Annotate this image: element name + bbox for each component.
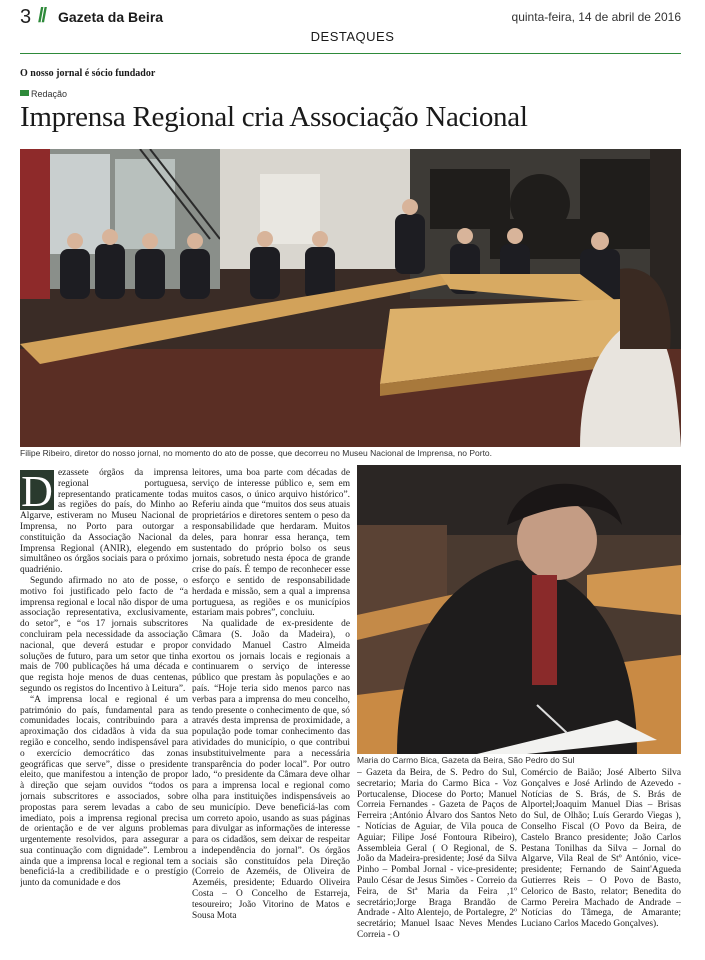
- paragraph: – Gazeta da Beira, de S. Pedro do Sul, secretario; Maria do Carmo Bica - Voz Portucalense, Diocese do Porto; Manuel Correia Fernandes - Gazeta de Paços de Ferreira ;António Álvaro dos Santos Neto - Notícias de Aguiar, de Vila pouca de Aguiar; Filipe José Fontoura Ribeiro), Assembleia Geral ( O Regional, de S. João da Madeira-presidente; José da Silva Pinho – Pombal Jornal - vice-presidente; Paulo César de Jesus Simões - Correio da Feira, de Stª Maria da Feira ,1º secretário;Jorge Braga Brandão de Andrade - Alto Alentejo, de Portalegre, 2º secretário; Manuel Isaac Neves Mendes Correia - O: [357, 768, 517, 940]
- section-title: DESTAQUES: [310, 29, 395, 44]
- paragraph: “A imprensa local e regional é um património do país, fundamental para as comunidades locais, contribuindo para a aproximação dos cidadãos à vida da sua região e concelho, sendo indispensável para o exercício democrático das zonas geográficas que serve”, disse o presidente eleito, que manifestou a intenção de propor à direção que sejam ouvidos “todos os jornais subscritores e associados, sobre propostas para serem levadas a cabo de imediato, pois a imprensa regional precisa de orientação e de ver alguns problemas urgentemente resolvidos, para assegurar a sua continuação com dignidade”. Lembrou ainda que a imprensa local e regional tem a beneficiá-la a credibilidade e o prestígio junto da comunidade e dos: [20, 694, 188, 889]
- paragraph: ezassete órgãos da imprensa regional portuguesa, representando praticamente todas as regiões do país, do Minho ao Algarve, estiveram no Museu Nacional de Imprensa, no Porto para outorgar a constituição da Associação Nacional da Imprensa Regional (ANIR), elegendo em simultâneo os órgãos sociais para o próximo quadriénio.: [20, 468, 188, 576]
- paragraph: Segundo afirmado no ato de posse, o motivo foi justificado pelo facto de “a imprensa regional e local não dispor de uma associação representativa, exclusivamente, do setor”, e “os 17 jornais subscritores concluiram pela necessidade da associação nacional, que deverá estudar e propor soluções de futuro, para um setor que tinha mais de 700 publicações há uma década e que regista hoje menos de duas centenas, segundo os registos do Incentivo à Leitura”.: [20, 575, 188, 694]
- article-column-4: [521, 768, 681, 960]
- paragraph: Comércio de Baião; José Alberto Silva Gonçalves e José Arlindo de Azevedo - Notícias de S. Brás, de S. Brás de Alportel;Joaquim Manuel Dias – Brisas do Sul, de Olhão; Luís Gerardo Viegas ), Conselho Fiscal (O Povo da Beira, de Castelo Branco presidente; João Carlos Pestana Tonilhas da Silva – Jornal do Algarve, Vila Real de Stº António, vice-presidente; Fernando de Saint'Agueda Gutierres Reis – O Povo de Basto, Celorico de Basto, relator; Benedita do Carmo Pereira Machado de Andrade – Notícias do Tâmega, de Amarante; Luciano Carlos Macedo Gonçalves).: [521, 768, 681, 930]
- paragraph: leitores, uma boa parte com décadas de serviço de interesse público e, sem em muitos casos, o único arquivo histórico”. Referiu ainda que “muitos dos seus atuais proprietários e diretores sentem o peso da responsabilidade que herdaram. Muitos deles, para honrar essa herança, tem sustentado do próprio bolso os seus jornais, sobretudo nesta época de grande crise do país. É tempo de reconhecer esse esforço e sentido de responsabilidade herdada e missão, sem a qual a imprensa portuguesa, as regiões e os municípios estariam mais pobres”, concluiu.: [192, 468, 350, 619]
- header-slashes: //: [38, 5, 46, 27]
- article-column-1: [20, 468, 188, 960]
- page-number: 3: [20, 6, 32, 28]
- article-kicker: O nosso jornal é sócio fundador: [20, 68, 156, 79]
- article-rubric: [20, 89, 67, 99]
- photo2-caption: Maria do Carmo Bica, Gazeta da Beira, São Pedro do Sul: [357, 755, 575, 765]
- header-rule: [20, 53, 681, 54]
- rubric-label: Redação: [31, 89, 68, 99]
- article-column-3: [357, 768, 517, 960]
- publication-name: Gazeta da Beira: [58, 9, 164, 25]
- issue-date: quinta-feira, 14 de abril de 2016: [511, 10, 681, 24]
- photo1-caption: Filipe Ribeiro, diretor do nosso jornal, no momento do ato de posse, que decorreu no Museu Nacional de Imprensa, no Porto.: [20, 448, 493, 458]
- paragraph: Na qualidade de ex-presidente de Câmara (S. João da Madeira), o convidado Manuel Castro Almeida exortou os jornais locais e regionais a continuarem o serviço de interesse público que prestam às populações e ao país. “Hoje teria sido menos parco nas verbas para a imprensa do meu concelho, tendo presente o conhecimento de que, só através desta imprensa de proximidade, a população pode tomar conhecimento das atividades do município, o que contribui insubstituivelmente para a necessária transparência do poder local”. Por outro lado, “o presidente da Câmara deve olhar para a imprensa local e regional como olha para instituições indispensáveis ao seu município. Deve beneficiá-las com um correto apoio, usando as suas páginas para divulgar as informações de interesse para os cidadãos, sem deixar de respeitar a independência do jornal”. Os órgãos sociais são constituídos pela Direção (Correio de Azeméis, de Oliveira de Azeméis, presidente; Eduardo Oliveira Costa – O Concelho de Estarreja, tesoureiro; João Vitorino de Matos e Sousa Mota: [192, 619, 350, 921]
- meeting-photo: [20, 149, 681, 447]
- article-column-2: [192, 468, 350, 960]
- drop-cap: D: [21, 468, 53, 516]
- signing-photo: [357, 465, 681, 754]
- article-headline: Imprensa Regional cria Associação Nacional: [20, 101, 528, 133]
- rubric-marker: [20, 90, 29, 96]
